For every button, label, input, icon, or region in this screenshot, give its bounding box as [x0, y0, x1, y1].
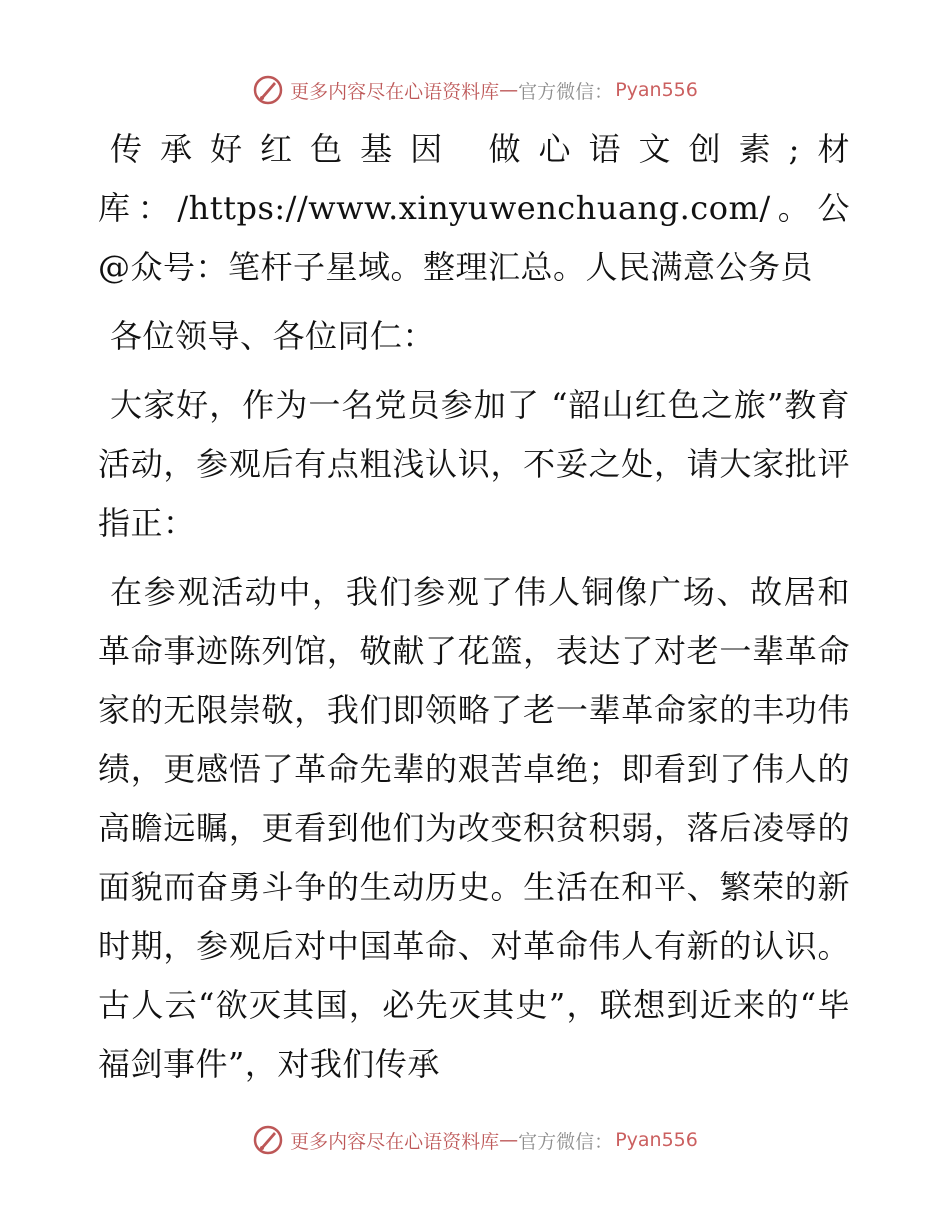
watermark-site-text: 更多内容尽在心语资料库 [290, 80, 500, 103]
paragraph-salutation: 各位领导、各位同仁： [110, 317, 436, 355]
watermark-wechat-label: 官方微信： [518, 1130, 614, 1153]
quill-logo-icon [252, 1124, 284, 1156]
footer-watermark [0, 1120, 950, 1160]
paragraph-title: 传承好红色基因 做心语文创素;材库：/https://www.xinyuwenchuang.com/。公@众号：笔杆子星域。整理汇总。人民满意公务员 [98, 130, 850, 286]
watermark-wechat-id: Pyan556 [615, 1129, 698, 1151]
header-watermark [0, 70, 950, 110]
quill-logo-icon [252, 74, 284, 106]
watermark-wechat-id: Pyan556 [615, 79, 698, 101]
watermark-dash: — [499, 1129, 519, 1151]
document-body [98, 120, 850, 1104]
paragraph-greeting: 大家好，作为一名党员参加了 “韶山红色之旅”教育活动，参观后有点粗浅认识，不妥之处，请大家批评指正： [98, 386, 850, 542]
watermark-site-text: 更多内容尽在心语资料库 [290, 1130, 500, 1153]
watermark-dash: — [499, 79, 519, 101]
watermark-wechat-label: 官方微信： [518, 80, 614, 103]
paragraph-body: 在参观活动中，我们参观了伟人铜像广场、故居和革命事迹陈列馆，敬献了花篮，表达了对老一辈革命家的无限崇敬，我们即领略了老一辈革命家的丰功伟绩，更感悟了革命先辈的艰苦卓绝；即看到了伟人的高瞻远瞩，更看到他们为改变积贫积弱，落后凌辱的面貌而奋勇斗争的生动历史。生活在和平、繁荣的新时期，参观后对中国革命、对革命伟人有新的认识。古人云“欲灭其国，必先灭其史”，联想到近来的“毕福剑事件”，对我们传承 [98, 573, 850, 1083]
